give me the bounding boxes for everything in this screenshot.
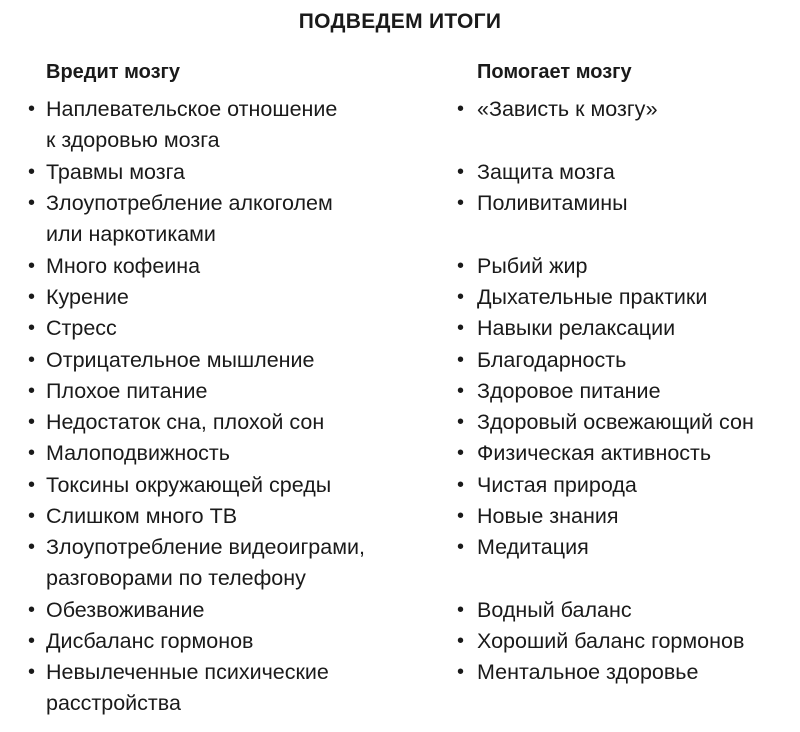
bullet-icon: • [28, 442, 36, 464]
bullet-icon: • [457, 255, 465, 277]
bullet-icon: • [457, 599, 465, 621]
list-item [457, 251, 587, 282]
list-item [28, 94, 337, 157]
list-item-text: Новые знания [477, 504, 619, 528]
list-item [28, 532, 365, 595]
list-item [457, 282, 707, 313]
bullet-icon: • [457, 411, 465, 433]
list-item-text: Физическая активность [477, 441, 712, 465]
list-item [28, 438, 230, 469]
bullet-icon: • [28, 474, 36, 496]
list-item [457, 313, 675, 344]
list-item-text: Защита мозга [477, 160, 615, 184]
list-item [457, 595, 632, 626]
list-item [28, 345, 315, 376]
list-item-text: Злоупотребление видеоиграми, [46, 535, 365, 559]
list-item-text: Дисбаланс гормонов [46, 629, 254, 653]
list-item-text: Недостаток сна, плохой сон [46, 410, 325, 434]
list-item-text: Слишком много ТВ [46, 504, 238, 528]
list-item-text: Здоровый освежающий сон [477, 410, 754, 434]
bullet-icon: • [457, 161, 465, 183]
harms-heading: Вредит мозгу [46, 61, 181, 83]
list-item [28, 470, 331, 501]
helps-heading: Помогает мозгу [477, 61, 632, 83]
bullet-icon: • [28, 317, 36, 339]
bullet-icon: • [28, 536, 36, 558]
list-item [457, 94, 658, 125]
list-item [457, 470, 637, 501]
list-item [457, 501, 619, 532]
list-item-text: Невылеченные психические [46, 660, 329, 684]
list-item-text: Чистая природа [477, 473, 637, 497]
list-item [457, 345, 626, 376]
bullet-icon: • [28, 192, 36, 214]
list-item [457, 188, 628, 219]
list-item [457, 626, 744, 657]
list-item [28, 501, 237, 532]
list-item-text: Много кофеина [46, 254, 201, 278]
bullet-icon: • [28, 255, 36, 277]
list-item-text: Рыбий жир [477, 254, 588, 278]
list-item-text: Здоровое питание [477, 379, 661, 403]
bullet-icon: • [28, 380, 36, 402]
bullet-icon: • [28, 630, 36, 652]
bullet-icon: • [457, 349, 465, 371]
list-item [457, 438, 711, 469]
bullet-icon: • [457, 317, 465, 339]
list-item-text-continued: расстройства [46, 691, 181, 716]
bullet-icon: • [28, 505, 36, 527]
bullet-icon: • [457, 630, 465, 652]
list-item-text: Обезвоживание [46, 598, 205, 622]
list-item-text: Ментальное здоровье [477, 660, 699, 684]
list-item-text: Отрицательное мышление [46, 348, 315, 372]
list-item-text: Медитация [477, 535, 589, 559]
page-title: ПОДВЕДЕМ ИТОГИ [298, 10, 502, 33]
list-item-text: Злоупотребление алкоголем [46, 191, 333, 215]
bullet-icon: • [28, 599, 36, 621]
list-item-text: Навыки релаксации [477, 316, 676, 340]
bullet-icon: • [28, 411, 36, 433]
bullet-icon: • [28, 349, 36, 371]
bullet-icon: • [457, 442, 465, 464]
list-item-text: Дыхательные практики [477, 285, 708, 309]
list-item-text: Плохое питание [46, 379, 208, 403]
list-item-text: Наплевательское отношение [46, 97, 338, 121]
list-item-text: Водный баланс [477, 598, 632, 622]
bullet-icon: • [457, 536, 465, 558]
list-item-text: Курение [46, 285, 129, 309]
list-item [28, 626, 253, 657]
list-item-text: Малоподвижность [46, 441, 230, 465]
list-item-text: Благодарность [477, 348, 627, 372]
list-item-text-continued: к здоровью мозга [46, 128, 220, 153]
list-item [457, 376, 661, 407]
bullet-icon: • [28, 161, 36, 183]
list-item [28, 407, 324, 438]
bullet-icon: • [457, 661, 465, 683]
list-item [28, 282, 129, 313]
list-item [457, 407, 754, 438]
list-item [28, 657, 329, 720]
bullet-icon: • [457, 474, 465, 496]
list-item-text: Поливитамины [477, 191, 628, 215]
bullet-icon: • [457, 286, 465, 308]
list-item [28, 188, 333, 251]
bullet-icon: • [457, 192, 465, 214]
list-item [28, 595, 204, 626]
list-item-text: Хороший баланс гормонов [477, 629, 745, 653]
list-item [28, 157, 185, 188]
list-item [457, 532, 589, 563]
list-item-text: Стресс [46, 316, 117, 340]
harms-column [28, 56, 448, 716]
list-item [28, 376, 207, 407]
list-item [28, 251, 200, 282]
list-item [457, 157, 615, 188]
helps-column [457, 56, 800, 684]
bullet-icon: • [457, 98, 465, 120]
bullet-icon: • [28, 661, 36, 683]
bullet-icon: • [28, 286, 36, 308]
list-item [28, 313, 117, 344]
list-item-text-continued: или наркотиками [46, 222, 216, 247]
list-item-text: «Зависть к мозгу» [477, 97, 658, 121]
bullet-icon: • [457, 380, 465, 402]
list-item-text: Травмы мозга [46, 160, 185, 184]
list-item-text: Токсины окружающей среды [46, 473, 332, 497]
list-item [457, 657, 698, 688]
list-item-text-continued: разговорами по телефону [46, 566, 306, 591]
bullet-icon: • [457, 505, 465, 527]
bullet-icon: • [28, 98, 36, 120]
